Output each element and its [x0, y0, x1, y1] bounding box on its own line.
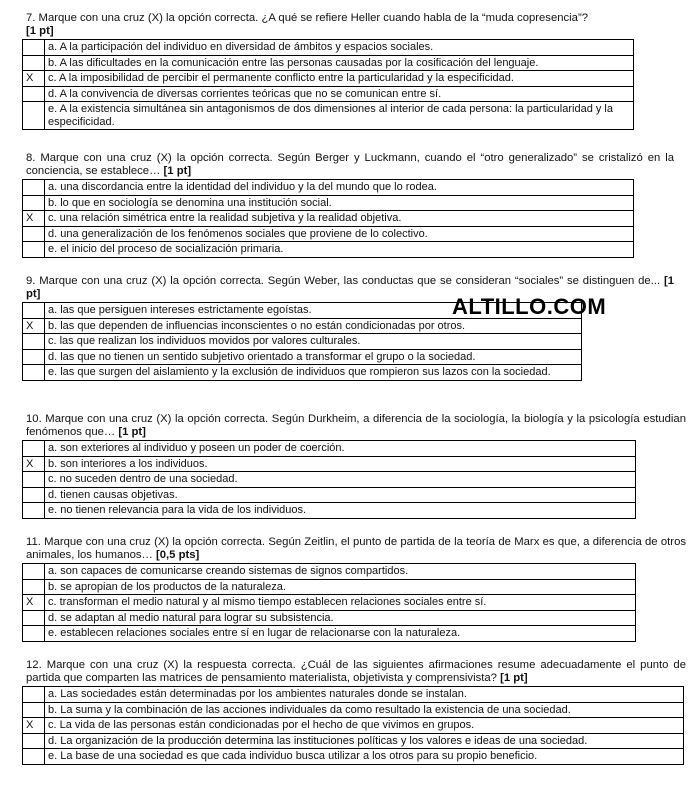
option-row[interactable]	[23, 195, 634, 211]
question-text: 8. Marque con una cruz (X) la opción correcta. Según Berger y Luckmann, cuando el “otro generalizado” se cristalizó en la conciencia, se establece…	[26, 152, 674, 177]
option-row[interactable]	[23, 55, 634, 71]
option-text: a. las que persiguen intereses estrictamente egoístas.	[45, 303, 582, 319]
options-table	[22, 39, 634, 130]
answer-mark[interactable]: X	[23, 211, 45, 227]
option-row[interactable]	[23, 733, 684, 749]
question-points: [1 pt]	[163, 165, 192, 177]
option-text: a. Las sociedades están determinadas por los ambientes naturales donde se instalan.	[45, 687, 684, 703]
question-12	[26, 659, 686, 765]
answer-mark[interactable]	[23, 102, 45, 130]
option-text: b. se apropian de los productos de la naturaleza.	[45, 579, 636, 595]
option-text: d. las que no tienen un sentido subjetivo orientado a transformar el grupo o la sociedad.	[45, 349, 582, 365]
question-points: [1 pt]	[26, 275, 674, 300]
question-text: 9. Marque con una cruz (X) la opción correcta. Según Weber, las conductas que se consideran “sociales” se distinguen de...	[26, 275, 661, 287]
question-9	[26, 275, 674, 381]
answer-mark[interactable]	[23, 86, 45, 102]
answer-mark[interactable]	[23, 472, 45, 488]
option-text: b. lo que en sociología se denomina una institución social.	[45, 195, 634, 211]
option-row[interactable]	[23, 349, 582, 365]
options-table	[22, 179, 634, 258]
option-row[interactable]	[23, 211, 634, 227]
question-8-stem	[26, 152, 674, 178]
question-7-stem	[26, 12, 686, 38]
question-text: 12. Marque con una cruz (X) la respuesta correcta. ¿Cuál de las siguientes afirmaciones resume adecuadamente el punto de partida que comparten las matrices de pensamiento materialista, objetivista y comprensivista?	[26, 659, 686, 684]
option-row[interactable]	[23, 226, 634, 242]
answer-mark[interactable]	[23, 733, 45, 749]
question-points: [0,5 pts]	[155, 549, 200, 561]
answer-mark[interactable]	[23, 610, 45, 626]
option-row[interactable]	[23, 180, 634, 196]
question-text: 10. Marque con una cruz (X) la opción correcta. Según Durkheim, a diferencia de la sociología, la biología y la psicología estudian fenómenos que…	[26, 413, 686, 438]
question-7	[26, 12, 686, 130]
answer-mark[interactable]	[23, 749, 45, 765]
answer-mark[interactable]	[23, 441, 45, 457]
answer-mark[interactable]	[23, 564, 45, 580]
option-text: a. A la participación del individuo en diversidad de ámbitos y espacios sociales.	[45, 40, 634, 56]
option-text: c. una relación simétrica entre la realidad subjetiva y la realidad objetiva.	[45, 211, 634, 227]
option-row[interactable]	[23, 702, 684, 718]
option-text: b. las que dependen de influencias inconscientes o no están condicionadas por otros.	[45, 318, 582, 334]
answer-mark[interactable]	[23, 349, 45, 365]
option-text: e. La base de una sociedad es que cada individuo busca utilizar a los otros para su propio beneficio.	[45, 749, 684, 765]
option-text: a. una discordancia entre la identidad del individuo y la del mundo que lo rodea.	[45, 180, 634, 196]
answer-mark[interactable]: X	[23, 318, 45, 334]
option-row[interactable]	[23, 40, 634, 56]
option-text: b. A las dificultades en la comunicación entre las personas causadas por la cosificación del lenguaje.	[45, 55, 634, 71]
answer-mark[interactable]	[23, 242, 45, 258]
answer-mark[interactable]	[23, 226, 45, 242]
watermark-logo: ALTILLO.COM	[452, 294, 607, 319]
option-row[interactable]	[23, 242, 634, 258]
option-text: b. La suma y la combinación de las acciones individuales da como resultado la existencia de una sociedad.	[45, 702, 684, 718]
answer-mark[interactable]	[23, 365, 45, 381]
answer-mark[interactable]	[23, 40, 45, 56]
option-row[interactable]	[23, 718, 684, 734]
option-text: e. no tienen relevancia para la vida de los individuos.	[45, 503, 636, 519]
option-text: d. tienen causas objetivas.	[45, 487, 636, 503]
answer-mark[interactable]: X	[23, 718, 45, 734]
option-row[interactable]	[23, 487, 636, 503]
option-text: e. establecen relaciones sociales entre sí en lugar de relacionarse con la naturaleza.	[45, 626, 636, 642]
option-row[interactable]	[23, 365, 582, 381]
option-row[interactable]	[23, 610, 636, 626]
answer-mark[interactable]	[23, 487, 45, 503]
option-text: b. son interiores a los individuos.	[45, 456, 636, 472]
option-text: c. no suceden dentro de una sociedad.	[45, 472, 636, 488]
option-text: d. A la convivencia de diversas corrientes teóricas que no se comunican entre sí.	[45, 86, 634, 102]
question-8	[26, 152, 674, 258]
answer-mark[interactable]	[23, 303, 45, 319]
question-10	[26, 413, 686, 519]
option-text: c. La vida de las personas están condicionadas por el hecho de que vivimos en grupos.	[45, 718, 684, 734]
answer-mark[interactable]	[23, 55, 45, 71]
answer-mark[interactable]	[23, 579, 45, 595]
question-points: [1 pt]	[500, 672, 528, 684]
option-row[interactable]	[23, 456, 636, 472]
question-text: 7. Marque con una cruz (X) la opción correcta. ¿A qué se refiere Heller cuando habla de la “muda copresencia”?	[26, 12, 589, 24]
answer-mark[interactable]: X	[23, 595, 45, 611]
answer-mark[interactable]	[23, 687, 45, 703]
option-row[interactable]	[23, 334, 582, 350]
option-row[interactable]	[23, 749, 684, 765]
option-row[interactable]	[23, 86, 634, 102]
option-text: c. A la imposibilidad de percibir el permanente conflicto entre la particularidad y la especificidad.	[45, 71, 634, 87]
option-text: e. el inicio del proceso de socialización primaria.	[45, 242, 634, 258]
answer-mark[interactable]	[23, 195, 45, 211]
answer-mark[interactable]	[23, 702, 45, 718]
answer-mark[interactable]: X	[23, 71, 45, 87]
option-row[interactable]	[23, 564, 636, 580]
answer-mark[interactable]	[23, 180, 45, 196]
question-text: 11. Marque con una cruz (X) la opción correcta. Según Zeitlin, el punto de partida de la teoría de Marx es que, a diferencia de otros animales, los humanos…	[26, 536, 686, 561]
option-text: c. transforman el medio natural y al mismo tiempo establecen relaciones sociales entre sí.	[45, 595, 636, 611]
question-11	[26, 536, 686, 642]
option-row[interactable]	[23, 472, 636, 488]
question-10-stem	[26, 413, 686, 439]
answer-mark[interactable]	[23, 503, 45, 519]
option-row[interactable]	[23, 102, 634, 130]
option-text: c. las que realizan los individuos movidos por valores culturales.	[45, 334, 582, 350]
answer-mark[interactable]	[23, 626, 45, 642]
option-row[interactable]	[23, 595, 636, 611]
option-row[interactable]	[23, 687, 684, 703]
option-row[interactable]	[23, 503, 636, 519]
answer-mark[interactable]	[23, 334, 45, 350]
option-text: e. las que surgen del aislamiento y la exclusión de individuos que rompieron sus lazos con la sociedad.	[45, 365, 582, 381]
option-row[interactable]	[23, 626, 636, 642]
question-11-stem	[26, 536, 686, 562]
question-points: [1 pt]	[118, 426, 146, 438]
option-text: d. La organización de la producción determina las instituciones políticas y los valores e ideas de una sociedad.	[45, 733, 684, 749]
question-12-stem	[26, 659, 686, 685]
options-table	[22, 440, 636, 519]
option-row[interactable]	[23, 441, 636, 457]
question-points: [1 pt]	[26, 25, 54, 37]
answer-mark[interactable]: X	[23, 456, 45, 472]
option-text: d. una generalización de los fenómenos sociales que proviene de lo colectivo.	[45, 226, 634, 242]
option-text: a. son exteriores al individuo y poseen un poder de coerción.	[45, 441, 636, 457]
option-row[interactable]	[23, 579, 636, 595]
option-text: e. A la existencia simultánea sin antagonismos de dos dimensiones al interior de cada persona: la particularidad y la especificidad.	[45, 102, 634, 130]
option-text: a. son capaces de comunicarse creando sistemas de signos compartidos.	[45, 564, 636, 580]
option-row[interactable]	[23, 71, 634, 87]
option-row[interactable]	[23, 318, 582, 334]
option-text: d. se adaptan al medio natural para lograr su subsistencia.	[45, 610, 636, 626]
options-table	[22, 686, 684, 765]
options-table	[22, 563, 636, 642]
